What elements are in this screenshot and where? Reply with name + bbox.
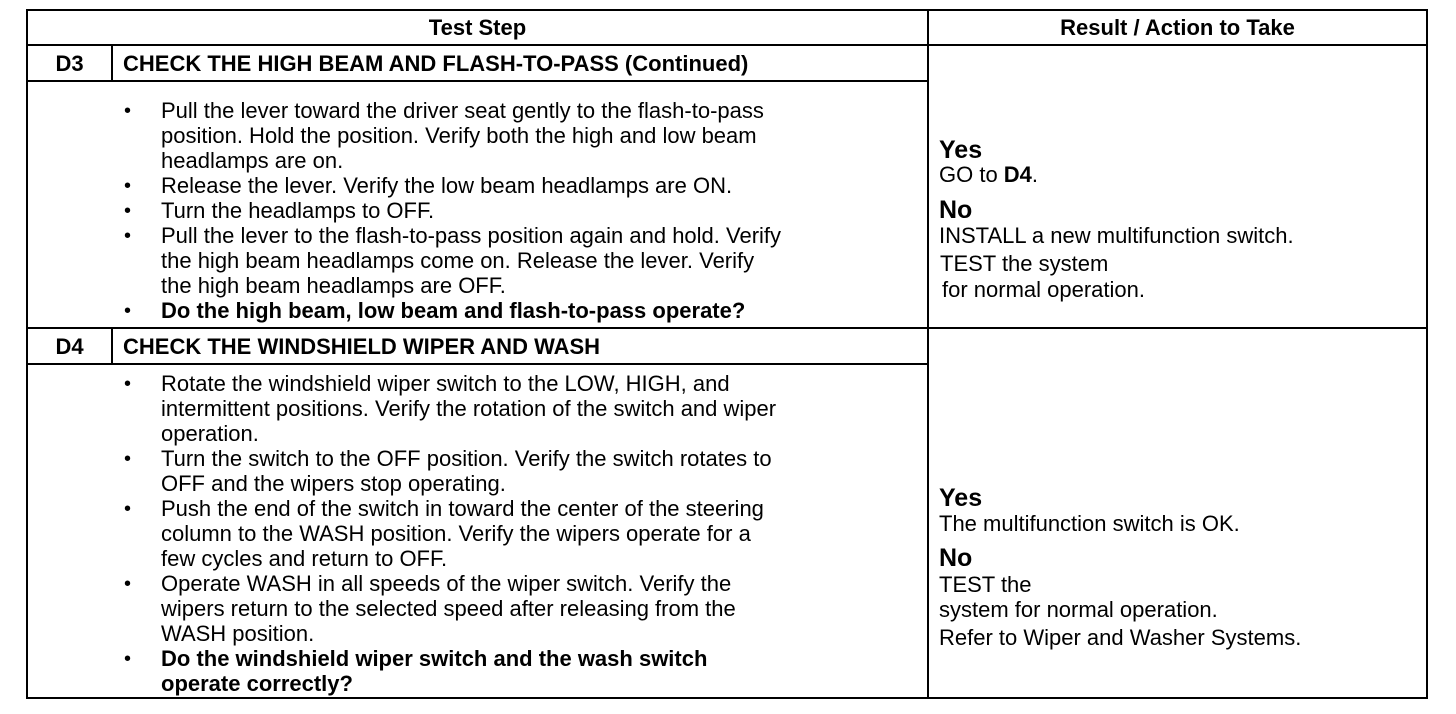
d3-bullet-1-line-2: position. Hold the position. Verify both the high and low beam [161, 123, 757, 148]
d3-no-line-1: INSTALL a new multifunction switch. [939, 223, 1294, 248]
d4-bullet-4-line-1: Operate WASH in all speeds of the wiper switch. Verify the [161, 571, 732, 596]
d4-bullet-3-line-3: few cycles and return to OFF. [161, 546, 448, 571]
d3-no-label: No [939, 196, 973, 224]
d3-no-line-3: for normal operation. [942, 277, 1145, 302]
step-id-d4: D4 [55, 334, 84, 359]
d4-yes-line-1: The multifunction switch is OK. [939, 511, 1240, 536]
d4-no-line-3: Refer to Wiper and Washer Systems. [939, 625, 1302, 650]
step-title-d4: CHECK THE WINDSHIELD WIPER AND WASH [123, 334, 601, 359]
bullet-glyph: • [124, 100, 132, 122]
bullet-glyph: • [124, 448, 132, 470]
d4-bullet-3-line-2: column to the WASH position. Verify the wipers operate for a [161, 521, 751, 546]
procedure-table [26, 9, 1428, 699]
step-id-d3: D3 [55, 51, 84, 76]
bullet-glyph: • [124, 175, 132, 197]
d3-bullet-1-line-3: headlamps are on. [161, 148, 344, 173]
d4-yes-label: Yes [939, 484, 983, 512]
bullet-glyph: • [124, 648, 132, 670]
d4-bullet-1-line-2: intermittent positions. Verify the rotation of the switch and wiper [161, 396, 777, 421]
id-divider-d4 [111, 327, 113, 364]
d3-bullet-4-line-3: the high beam headlamps are OFF. [161, 273, 506, 298]
bullet-glyph: • [124, 200, 132, 222]
d3-bullet-1-line-1: Pull the lever toward the driver seat gently to the flash-to-pass [161, 98, 764, 123]
d3-yes-target: D4 [1003, 162, 1032, 187]
id-divider-d3 [111, 44, 113, 81]
header-test-step: Test Step [428, 15, 527, 40]
bullet-glyph: • [124, 373, 132, 395]
header-result: Result / Action to Take [1060, 15, 1295, 40]
bullet-glyph: • [124, 498, 132, 520]
d4-question-line-1: Do the windshield wiper switch and the wash switch [161, 646, 708, 671]
d4-bullet-2-line-2: OFF and the wipers stop operating. [161, 471, 506, 496]
d4-bullet-2-line-1: Turn the switch to the OFF position. Verify the switch rotates to [161, 446, 772, 471]
d3-bullet-2-line-1: Release the lever. Verify the low beam headlamps are ON. [161, 173, 733, 198]
step-title-d3: CHECK THE HIGH BEAM AND FLASH-TO-PASS (Continued) [123, 51, 749, 76]
d3-bullet-4-line-1: Pull the lever to the flash-to-pass position again and hold. Verify [161, 223, 782, 248]
d4-bullet-1-line-1: Rotate the windshield wiper switch to the LOW, HIGH, and [161, 371, 730, 396]
d4-no-label: No [939, 544, 973, 572]
column-divider-result [927, 11, 929, 697]
d3-no-line-2: TEST the system [940, 251, 1109, 276]
row-rule-d4 [28, 327, 1426, 329]
d3-yes-label: Yes [939, 136, 983, 164]
d4-no-line-2: system for normal operation. [939, 597, 1218, 622]
bullet-glyph: • [124, 300, 132, 322]
d4-question-line-2: operate correctly? [161, 671, 353, 696]
d3-yes-action: GO to D4. [939, 162, 1039, 187]
d4-bullet-4-line-3: WASH position. [161, 621, 315, 646]
d3-title-rule [28, 80, 927, 82]
d3-question: Do the high beam, low beam and flash-to-pass operate? [161, 298, 746, 323]
d4-title-rule [28, 363, 927, 365]
header-rule [28, 44, 1426, 46]
bullet-glyph: • [124, 225, 132, 247]
bullet-glyph: • [124, 573, 132, 595]
d4-no-line-1: TEST the [939, 572, 1032, 597]
d3-bullet-4-line-2: the high beam headlamps come on. Release the lever. Verify [161, 248, 755, 273]
d4-bullet-3-line-1: Push the end of the switch in toward the center of the steering [161, 496, 764, 521]
d4-bullet-1-line-3: operation. [161, 421, 259, 446]
d3-bullet-3-line-1: Turn the headlamps to OFF. [161, 198, 435, 223]
d4-bullet-4-line-2: wipers return to the selected speed after releasing from the [161, 596, 736, 621]
